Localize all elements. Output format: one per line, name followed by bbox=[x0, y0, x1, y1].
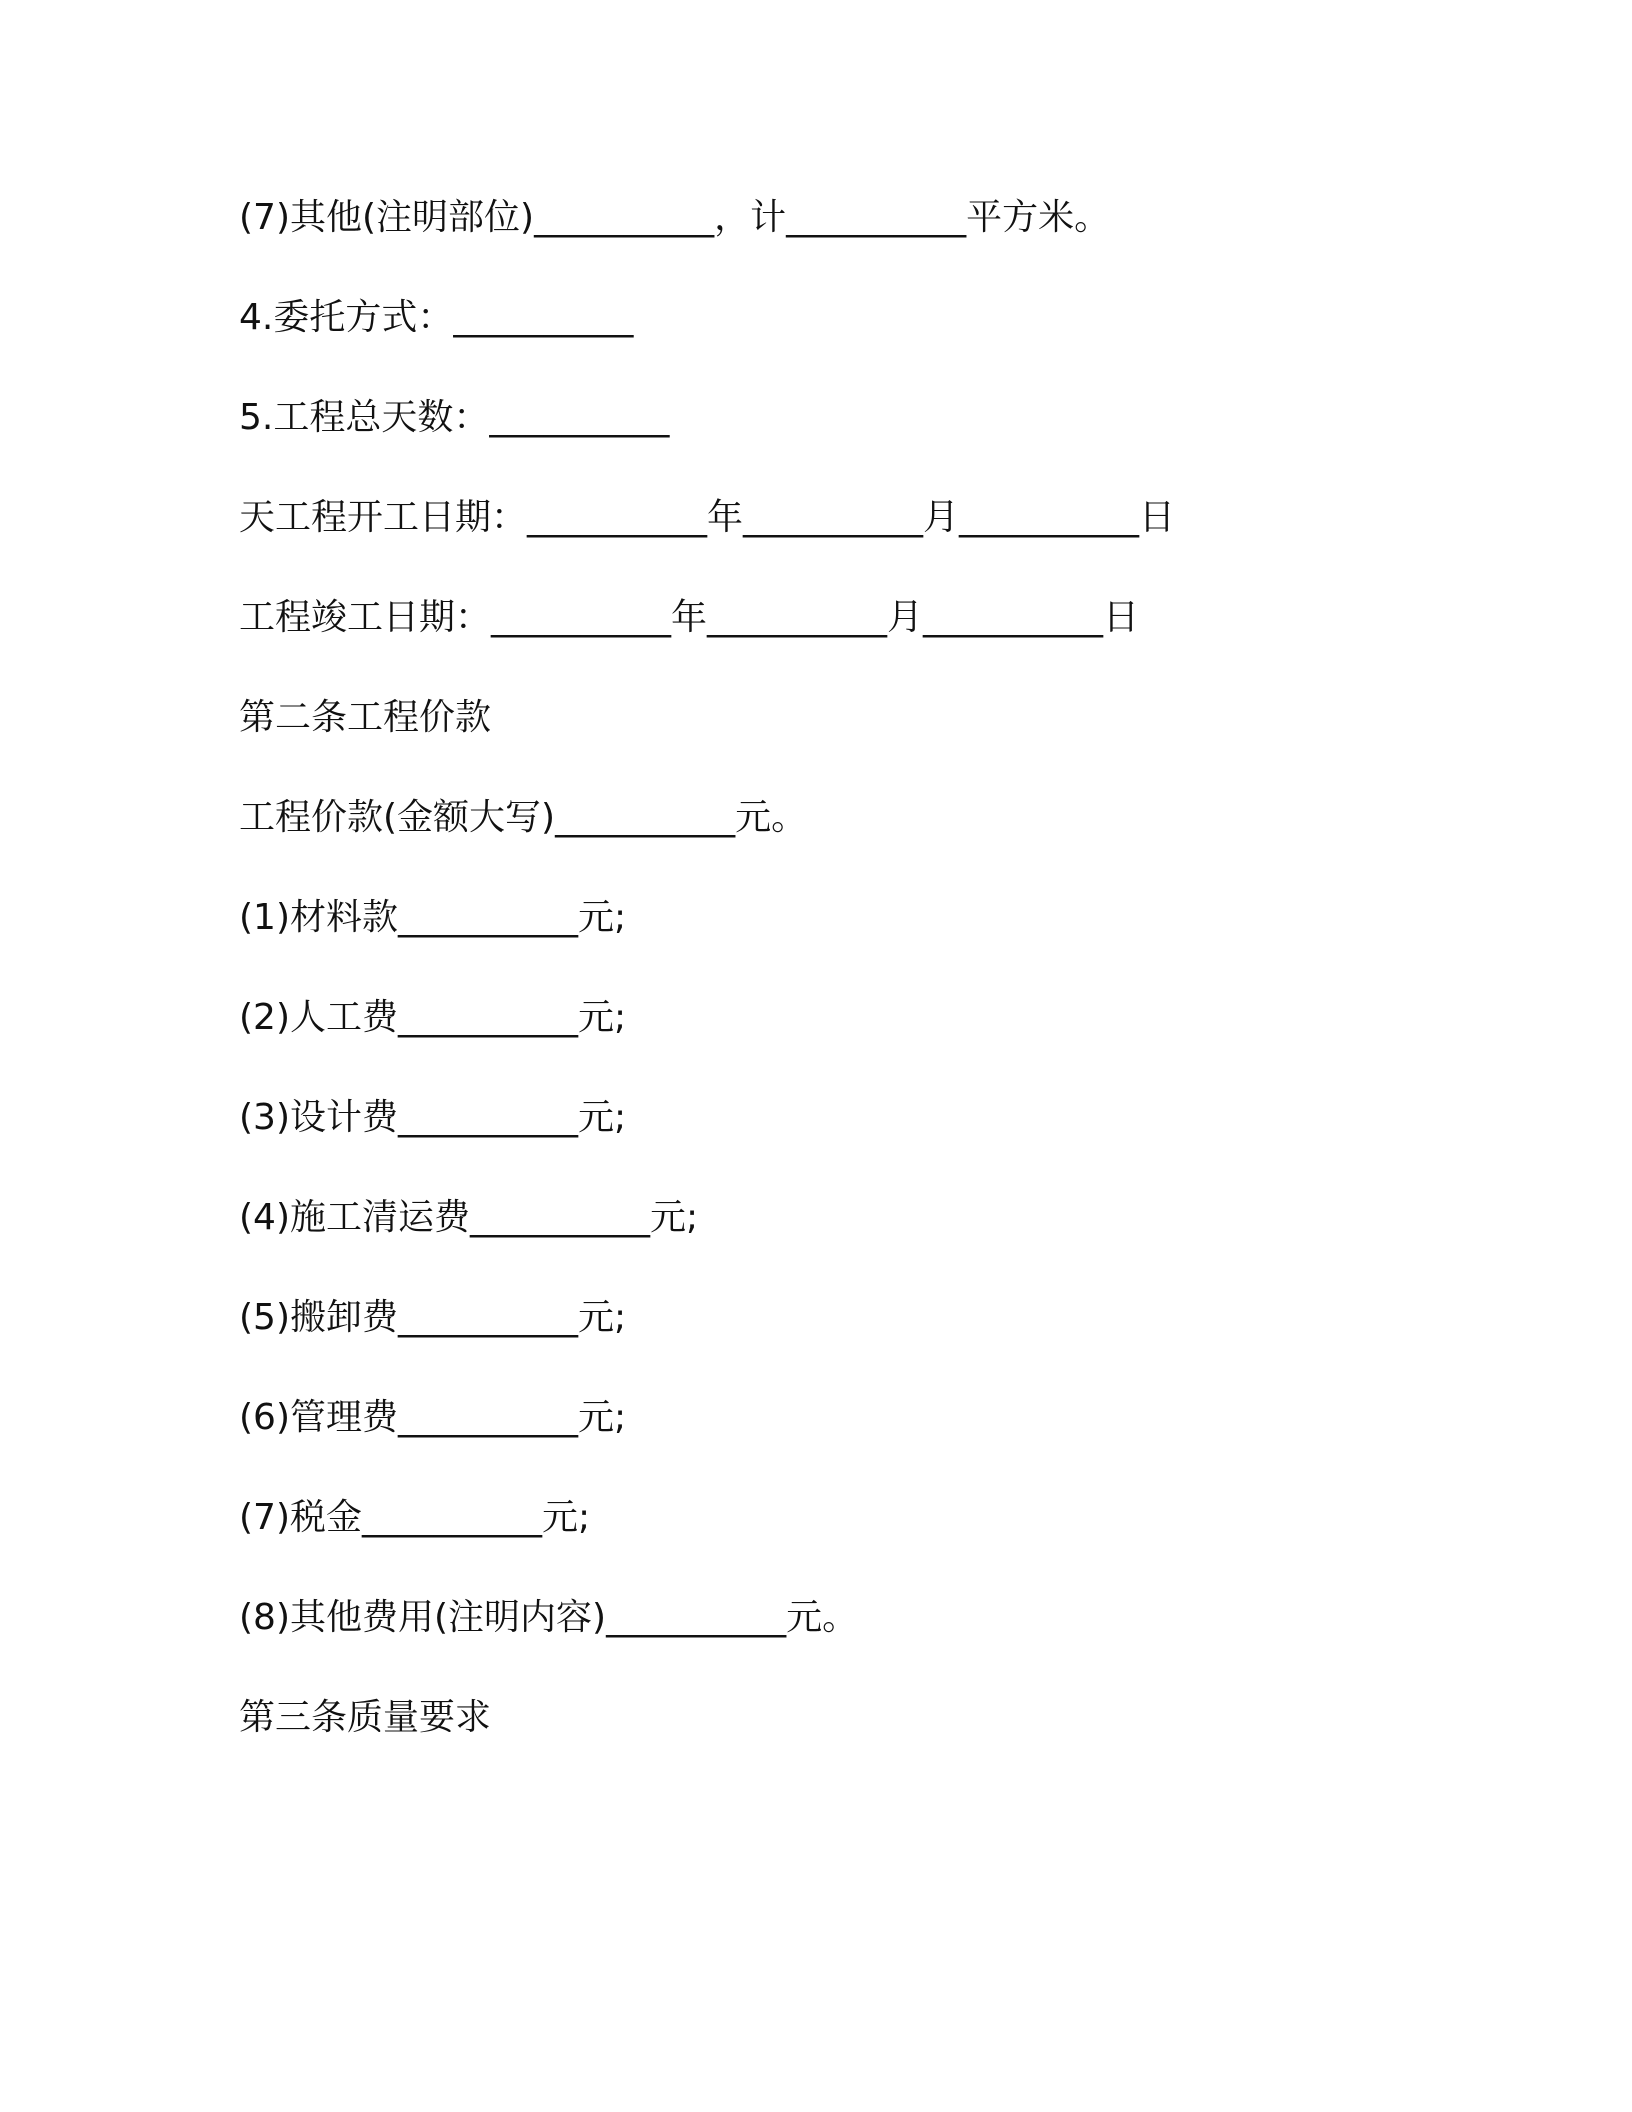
fee-other bbox=[239, 1590, 1439, 1690]
fee-design bbox=[239, 1090, 1439, 1190]
fee-materials-text: (1)材料款__________元; bbox=[239, 897, 627, 938]
start-date-line bbox=[239, 490, 1439, 590]
article-2-heading-text: 第二条工程价款 bbox=[239, 697, 492, 738]
fee-tax-text: (7)税金__________元; bbox=[239, 1497, 591, 1538]
article-2-heading bbox=[239, 690, 1439, 790]
item-5-total-days bbox=[239, 390, 1439, 490]
fee-labor-text: (2)人工费__________元; bbox=[239, 997, 627, 1038]
item-4-commission-method-text: 4.委托方式：__________ bbox=[239, 297, 634, 338]
article-3-heading-text: 第三条质量要求 bbox=[239, 1697, 492, 1738]
fee-cleanup-text: (4)施工清运费__________元; bbox=[239, 1197, 699, 1238]
item-4-commission-method bbox=[239, 290, 1439, 390]
item-5-total-days-text: 5.工程总天数：__________ bbox=[239, 397, 670, 438]
completion-date-text: 工程竣工日期：__________年__________月__________日 bbox=[239, 597, 1140, 638]
fee-moving bbox=[239, 1290, 1439, 1390]
start-date-text: 天工程开工日期：__________年__________月__________日 bbox=[239, 497, 1176, 538]
fee-materials bbox=[239, 890, 1439, 990]
completion-date-line bbox=[239, 590, 1439, 690]
document-body bbox=[239, 190, 1439, 1790]
fee-management bbox=[239, 1390, 1439, 1490]
fee-other-text: (8)其他费用(注明内容)__________元。 bbox=[239, 1597, 859, 1638]
project-price-text: 工程价款(金额大写)__________元。 bbox=[239, 797, 808, 838]
project-price-line bbox=[239, 790, 1439, 890]
item-7-other-area bbox=[239, 190, 1439, 290]
item-7-other-area-text: (7)其他(注明部位)__________，计__________平方米。 bbox=[239, 197, 1111, 238]
fee-cleanup bbox=[239, 1190, 1439, 1290]
fee-design-text: (3)设计费__________元; bbox=[239, 1097, 627, 1138]
fee-tax bbox=[239, 1490, 1439, 1590]
fee-labor bbox=[239, 990, 1439, 1090]
article-3-heading bbox=[239, 1690, 1439, 1790]
fee-management-text: (6)管理费__________元; bbox=[239, 1397, 627, 1438]
fee-moving-text: (5)搬卸费__________元; bbox=[239, 1297, 627, 1338]
